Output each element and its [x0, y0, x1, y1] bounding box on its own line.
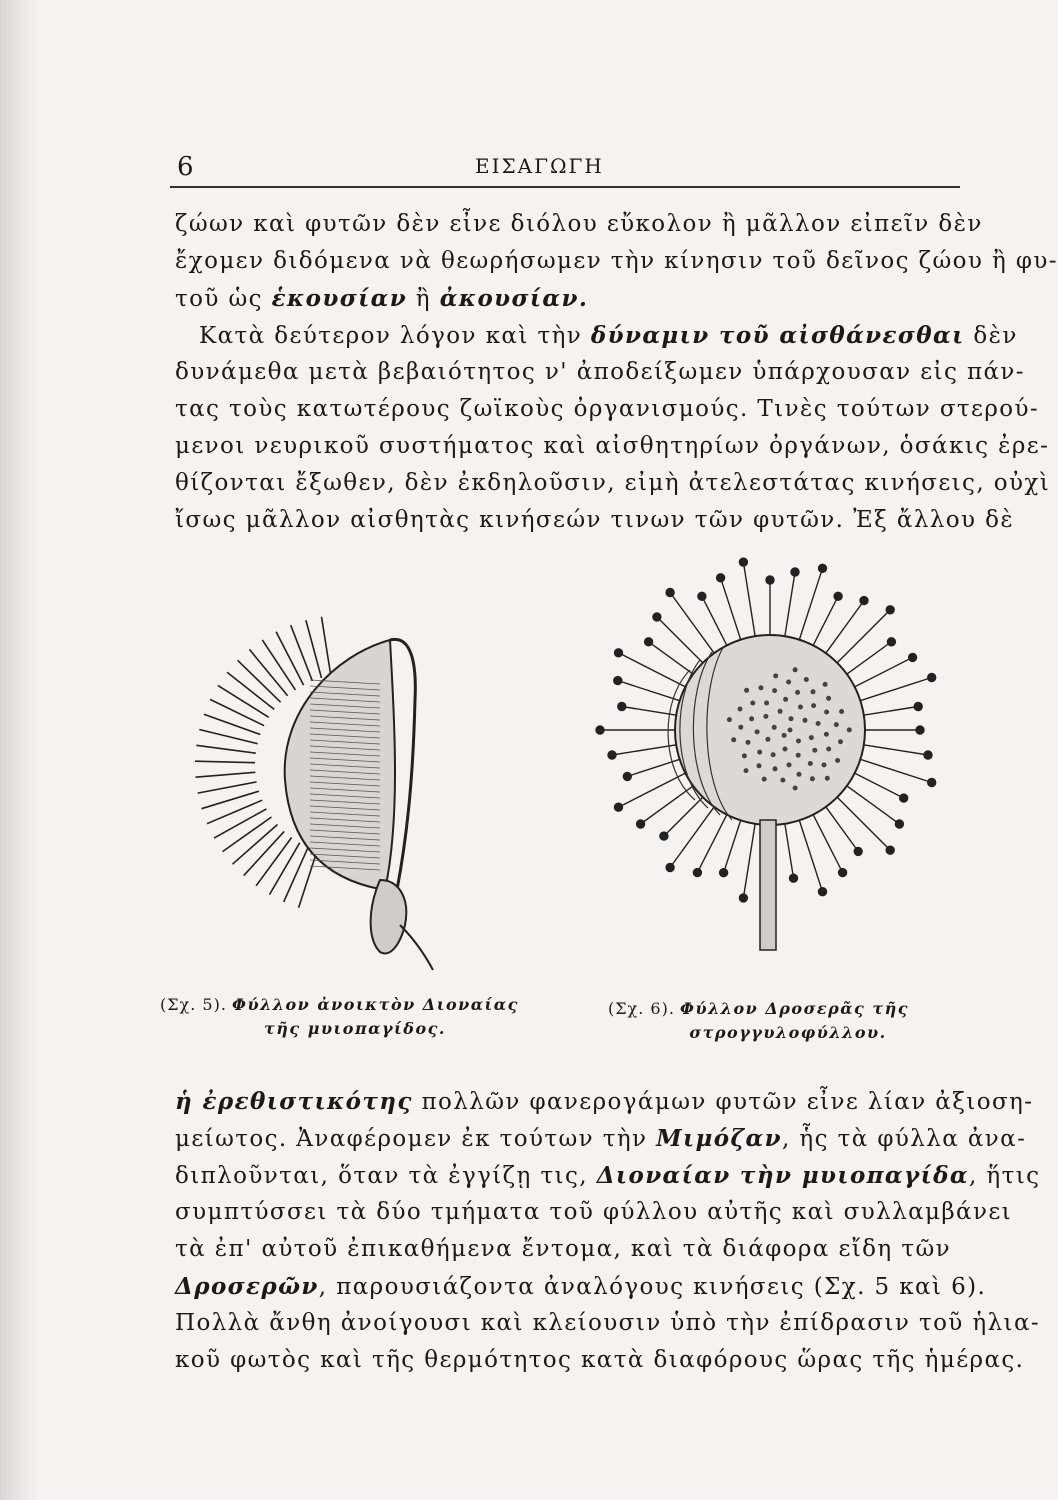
text-line — [175, 1268, 987, 1305]
leaf-gland-dot — [796, 739, 801, 744]
leaf-gland-dot — [835, 758, 840, 763]
leaf-gland-dot — [824, 710, 829, 715]
leaf-gland-dot — [778, 709, 783, 714]
tentacle-gland — [666, 589, 674, 597]
leaf-gland-dot — [780, 778, 785, 783]
leaf-gland-dot — [786, 680, 791, 685]
tentacle — [721, 578, 743, 645]
leaf-gland-dot — [744, 768, 749, 773]
text-span: Κατὰ δεύτερον λόγον καὶ τὴν — [199, 323, 591, 349]
tentacle — [850, 657, 912, 689]
tentacle-gland — [608, 751, 616, 759]
leaf-gland-dot — [809, 735, 814, 740]
leaf-gland-dot — [825, 776, 830, 781]
bristle — [214, 809, 266, 838]
tentacle-gland — [819, 564, 827, 572]
leaf-gland-dot — [771, 752, 776, 757]
tentacle — [657, 617, 707, 667]
bristle — [227, 672, 274, 709]
leaf-gland-dot — [765, 737, 770, 742]
text-span: μείωτος. Ἀναφέρομεν ἐκ τούτων τὴν — [175, 1126, 657, 1152]
chapter-title: ΕΙΣΑΓΩΓΗ — [475, 154, 604, 178]
tentacle-gland — [854, 847, 862, 855]
leaf-gland-dot — [823, 682, 828, 687]
leaf-gland-dot — [824, 732, 829, 737]
tentacle-gland — [615, 649, 623, 657]
tentacle-gland — [614, 677, 622, 685]
bristle — [223, 817, 272, 852]
tentacle-gland — [791, 568, 799, 576]
figure-drosera-leaf — [600, 540, 940, 950]
text-line — [175, 1120, 1027, 1157]
tentacle — [618, 681, 685, 703]
tentacle-gland — [928, 779, 936, 787]
bristle — [284, 847, 309, 902]
tentacle-gland — [618, 703, 626, 711]
tentacle-gland — [660, 832, 668, 840]
text-line: ἔχομεν διδόμενα νὰ θεωρήσωμεν τὴν κίνησιν τοῦ δεῖνος ζώου ἢ φυ- — [175, 248, 1058, 274]
text-line — [175, 1083, 1034, 1120]
tentacle-gland — [839, 869, 847, 877]
tentacle — [622, 707, 681, 716]
leaf-gland-dot — [793, 786, 798, 791]
caption-text: στρογγυλοφύλλου. — [689, 1023, 887, 1042]
tentacle — [670, 593, 717, 658]
leaf-gland-dot — [772, 725, 777, 730]
page-number: 6 — [177, 152, 194, 182]
leaf-gland-dot — [838, 739, 843, 744]
text-line — [175, 280, 963, 317]
tentacle — [811, 810, 843, 872]
text-line — [175, 1157, 1041, 1194]
figure-6-caption — [608, 997, 968, 1045]
tentacle-gland — [886, 846, 894, 854]
leaf-gland-dot — [788, 728, 793, 733]
bristle — [196, 745, 256, 753]
bristle — [270, 843, 300, 895]
text-line: Πολλὰ ἄνθη ἀνοίγουσι καὶ κλείουσιν ὑπὸ τὴν ἐπίδρασιν τοῦ ἡλια- — [175, 1310, 1041, 1336]
leaf-gland-dot — [795, 690, 800, 695]
caption-text: τῆς μυιοπαγίδος. — [264, 1019, 446, 1038]
figure-dionaea-leaf — [185, 580, 485, 975]
emphasis-text: δύναμιν τοῦ αἰσθάνεσθαι — [590, 322, 965, 349]
text-line: δυνάμεθα μετὰ βεβαιότητος ν' ἀποδείξωμεν ὑπάρχουσαν εἰς πάν- — [175, 359, 1025, 385]
leaf-gland-dot — [773, 673, 778, 678]
tentacle-gland — [928, 674, 936, 682]
bristle — [218, 685, 269, 717]
tentacle — [743, 819, 756, 898]
leaf-gland-dot — [744, 688, 749, 693]
bristle — [204, 714, 260, 734]
leaf-gland-dot — [804, 677, 809, 682]
bristle — [199, 730, 257, 744]
leaf-gland-dot — [755, 729, 760, 734]
tentacle-gland — [637, 820, 645, 828]
tentacle-gland — [693, 869, 701, 877]
text-span: , παρουσιάζοντα ἀναλόγους κινήσεις (Σχ. 5 καὶ 6). — [318, 1274, 987, 1300]
tentacle-gland — [900, 794, 908, 802]
leaf-gland-dot — [793, 667, 798, 672]
leaf-gland-dot — [816, 721, 821, 726]
leaf-gland-dot — [750, 701, 755, 706]
text-span: δὲν — [964, 323, 1018, 349]
text-line: κοῦ φωτὸς καὶ τῆς θερμότητος κατὰ διαφόρους ὥρας τῆς ἡμέρας. — [175, 1347, 1025, 1373]
tentacle — [641, 783, 698, 824]
text-line — [175, 317, 1018, 354]
text-line: ζώων καὶ φυτῶν δὲν εἶνε διόλου εὔκολον ἢ μᾶλλον εἰπεῖν δὲν — [175, 211, 983, 237]
tentacle-gland — [916, 726, 924, 734]
leaf-gland-dot — [839, 709, 844, 714]
leaf-gland-dot — [803, 718, 808, 723]
leaf-gland-dot — [812, 748, 817, 753]
leaf-gland-dot — [808, 761, 813, 766]
leaf-gland-dot — [797, 772, 802, 777]
tentacle-gland — [717, 574, 725, 582]
leaf-gland-dot — [789, 716, 794, 721]
tentacle-gland — [924, 751, 932, 759]
bristle — [276, 632, 304, 685]
running-head — [170, 148, 960, 188]
emphasis-text: ἡ ἐρεθιστικότης — [175, 1088, 413, 1115]
bristle — [210, 699, 264, 725]
header-rule — [170, 186, 960, 188]
leaf-gland-dot — [773, 766, 778, 771]
text-line: τας τοὺς κατωτέρους ζωϊκοὺς ὀργανισμούς. Τινὲς τούτων στερού- — [175, 396, 1040, 422]
tentacle-gland — [623, 772, 631, 780]
leaf-gland-dot — [783, 747, 788, 752]
bristle — [233, 825, 278, 865]
tentacle-gland — [886, 606, 894, 614]
text-span: πολλῶν φανερογάμων φυτῶν εἶνε λίαν ἀξιοση- — [412, 1089, 1034, 1115]
bristle — [198, 782, 257, 793]
emphasis-text: ἑκουσίαν — [271, 285, 408, 312]
tentacle-gland — [819, 888, 827, 896]
caption-text: Φύλλον ἀνοικτὸν Διοναίας — [232, 995, 519, 1014]
leaf-gland-dot — [798, 705, 803, 710]
leaf-gland-dot — [727, 717, 732, 722]
text-span: τοῦ ὡς — [175, 286, 272, 312]
tentacle — [859, 744, 928, 755]
tentacle — [859, 707, 918, 716]
tentacle-gland — [860, 597, 868, 605]
bristle — [244, 831, 285, 875]
emphasis-text: Μιμόζαν — [656, 1125, 782, 1152]
emphasis-text: Δροσερῶν — [175, 1273, 319, 1300]
leaf-gland-dot — [746, 740, 751, 745]
tentacle — [743, 562, 756, 641]
tentacle-gland — [615, 803, 623, 811]
tentacle-gland — [653, 613, 661, 621]
text-span: , ἧς τὰ φύλλα ἀνα- — [782, 1126, 1027, 1152]
leaf-gland-dot — [749, 716, 754, 721]
leaf-gland-dot — [796, 753, 801, 758]
tentacle-gland — [887, 638, 895, 646]
leaf-gland-dot — [742, 753, 747, 758]
leaf-gland-dot — [787, 762, 792, 767]
leaf-gland-dot — [738, 725, 743, 730]
tentacle-gland — [596, 726, 604, 734]
leaf-gland-dot — [811, 689, 816, 694]
leaf-gland-dot — [764, 701, 769, 706]
leaf-gland-dot — [762, 777, 767, 782]
tentacle-gland — [914, 703, 922, 711]
tentacle — [697, 810, 729, 872]
tentacle — [834, 794, 891, 851]
leaf-gland-dot — [763, 714, 768, 719]
bristle — [249, 649, 287, 695]
tentacle-gland — [909, 653, 917, 661]
tentacle-gland — [739, 894, 747, 902]
text-span: , ἥτις — [968, 1163, 1041, 1189]
page-edge-shadow — [0, 0, 40, 1500]
leaf-gland-dot — [782, 733, 787, 738]
tentacle-gland — [666, 864, 674, 872]
leaf-gland-dot — [759, 685, 764, 690]
tentacle-gland — [698, 592, 706, 600]
figure-label: (Σχ. 6). — [608, 999, 675, 1018]
tentacle-gland — [766, 576, 774, 584]
emphasis-text: ἀκουσίαν. — [439, 285, 589, 312]
bristle — [299, 851, 318, 908]
leaf-gland-dot — [757, 763, 762, 768]
tentacle-gland — [720, 869, 728, 877]
figure-label: (Σχ. 5). — [160, 995, 227, 1014]
text-line: θίζονται ἔξωθεν, δὲν ἐκδηλοῦσιν, εἰμὴ ἀτελεστάτας κινήσεις, οὐχὶ — [175, 470, 1051, 496]
leaf-gland-dot — [847, 727, 852, 732]
leaf-gland-dot — [834, 722, 839, 727]
upper-text — [175, 206, 1058, 539]
leaf-gland-dot — [822, 762, 827, 767]
tentacle-gland — [834, 592, 842, 600]
tentacle — [784, 819, 793, 878]
bristle — [322, 617, 331, 676]
bristle — [256, 838, 292, 886]
lower-text — [175, 1083, 1041, 1379]
tentacle — [670, 803, 717, 868]
tentacle — [823, 601, 864, 658]
leaf-gland-dot — [738, 707, 743, 712]
text-line: μενοι νευρικοῦ συστήματος καὶ αἰσθητηρίων ὀργάνων, ὁσάκις ἐρε- — [175, 433, 1050, 459]
leaf-gland-dot — [731, 737, 736, 742]
leaf-gland-dot — [811, 703, 816, 708]
tentacle-gland — [790, 874, 798, 882]
tentacle — [784, 572, 795, 641]
emphasis-text: Διοναίαν τὴν μυιοπαγίδα — [596, 1162, 969, 1189]
text-line: τὰ ἐπ' αὐτοῦ ἐπικαθήμενα ἔντομα, καὶ τὰ διάφορα εἴδη τῶν — [175, 1236, 951, 1262]
figure-5-caption — [160, 993, 530, 1041]
leaf-gland-dot — [826, 747, 831, 752]
text-line: ἴσως μᾶλλον αἰσθητὰς κινήσεών τινων τῶν φυτῶν. Ἐξ ἄλλου δὲ — [175, 507, 1015, 533]
tentacle-gland — [645, 638, 653, 646]
tentacle — [834, 610, 891, 667]
text-span: ἢ — [407, 286, 440, 312]
leaf-gland-dot — [772, 688, 777, 693]
tentacle-gland — [895, 820, 903, 828]
text-line: συμπτύσσει τὰ δύο τμήματα τοῦ φύλλου αὐτῆς καὶ συλλαμβάνει — [175, 1199, 1013, 1225]
tentacle — [612, 744, 681, 755]
tentacle-gland — [739, 558, 747, 566]
bristle — [196, 772, 256, 777]
bristle — [262, 640, 295, 690]
leaf-gland-dot — [783, 697, 788, 702]
text-span: διπλοῦνται, ὅταν τὰ ἐγγίζῃ τις, — [175, 1163, 597, 1189]
bristle — [195, 761, 255, 763]
leaf-gland-dot — [826, 696, 831, 701]
leaf-gland-dot — [757, 750, 762, 755]
bristle — [238, 660, 281, 702]
caption-text: Φύλλον Δροσερᾶς τῆς — [680, 999, 910, 1018]
tentacle — [843, 783, 900, 824]
leaf-gland-dot — [810, 776, 815, 781]
tentacle — [724, 816, 743, 873]
